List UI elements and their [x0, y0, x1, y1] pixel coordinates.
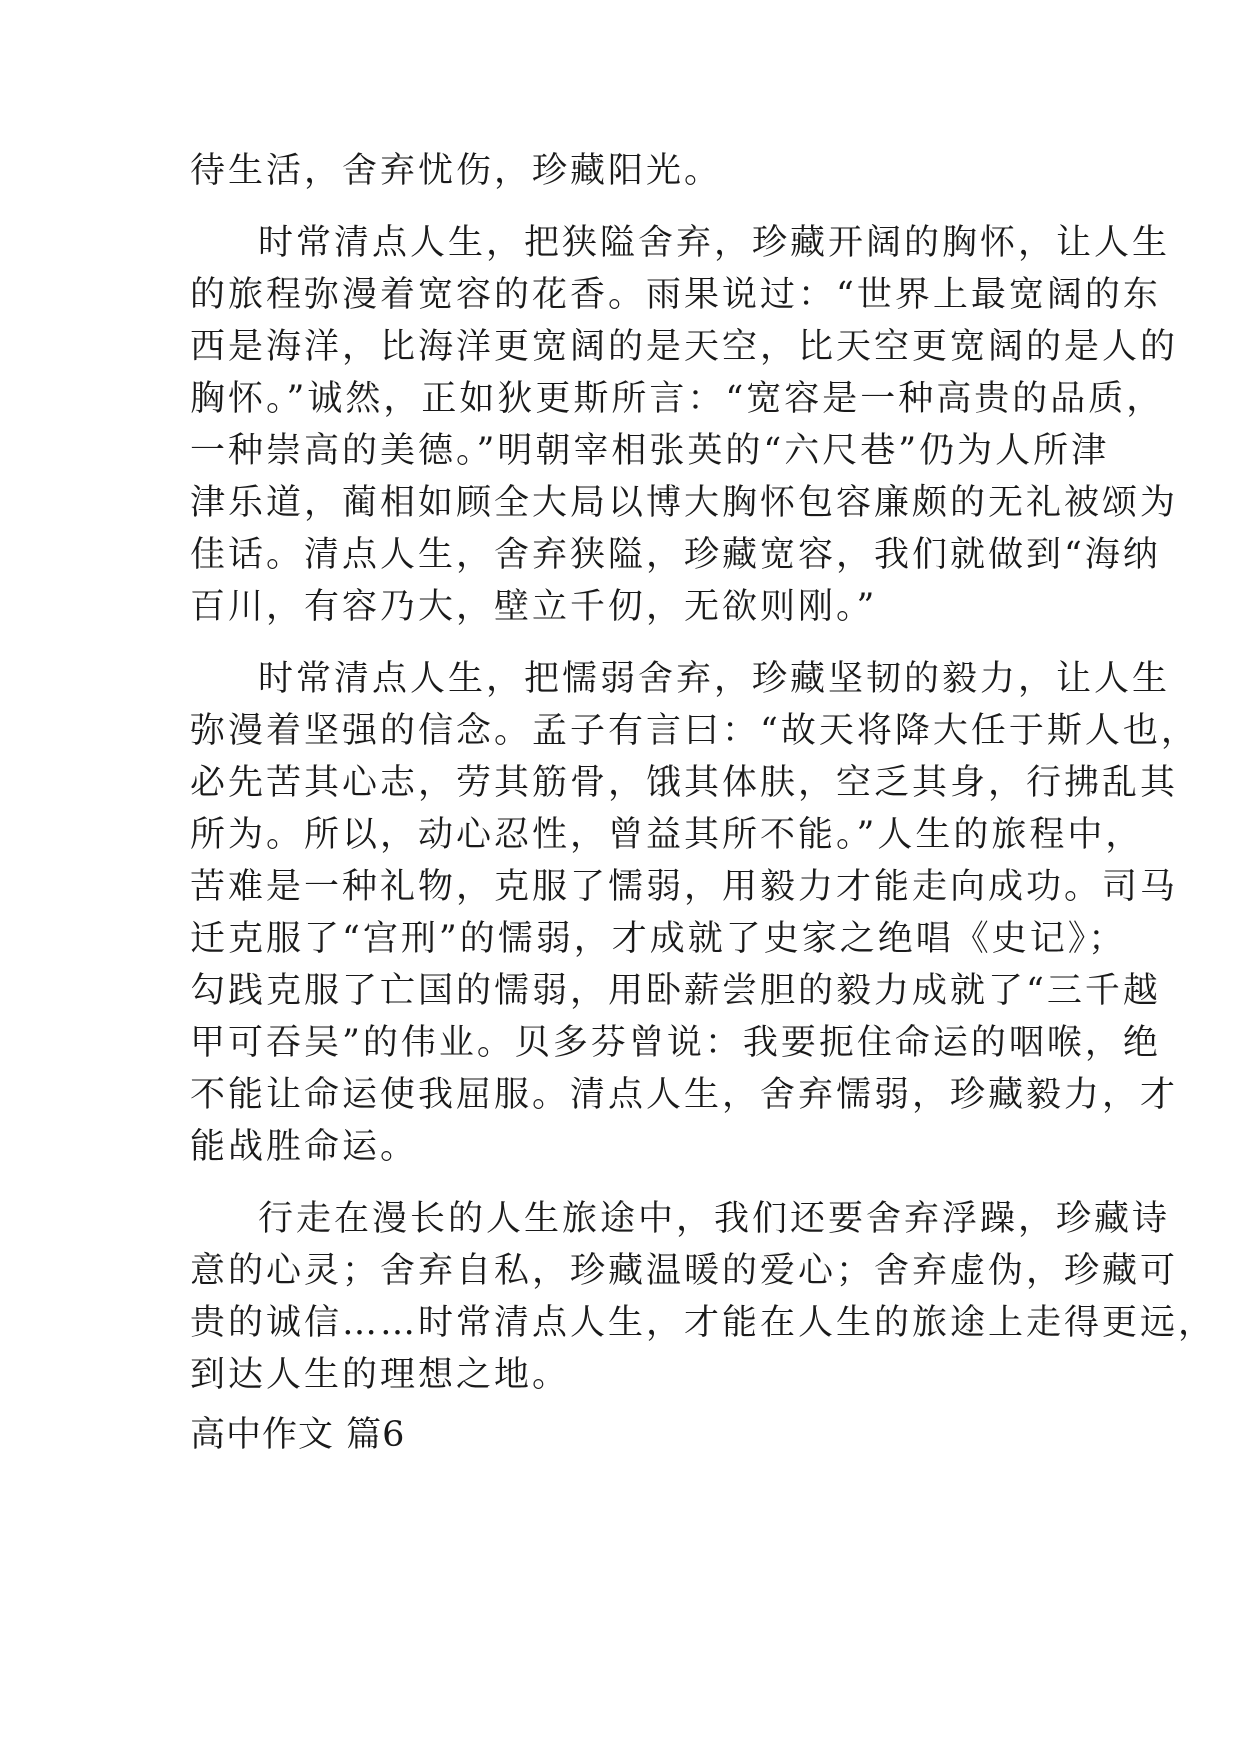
text-line: 西是海洋，比海洋更宽阔的是天空，比天空更宽阔的是人的 [190, 327, 1179, 367]
text-line: 意的心灵；舍弃自私，珍藏温暖的爱心；舍弃虚伪，珍藏可 [190, 1251, 1179, 1291]
paragraph-first-line: 时常清点人生，把狭隘舍弃，珍藏开阔的胸怀，让人生 [258, 223, 1171, 263]
text-line: 甲可吞吴”的伟业。贝多芬曾说：我要扼住命运的咽喉，绝 [190, 1023, 1161, 1063]
text-line: 的旅程弥漫着宽容的花香。雨果说过：“世界上最宽阔的东 [190, 275, 1161, 315]
text-line: 一种崇高的美德。”明朝宰相张英的“六尺巷”仍为人所津 [190, 431, 1110, 471]
text-line: 待生活，舍弃忧伤，珍藏阳光。 [190, 151, 723, 191]
text-line: 津乐道，蔺相如顾全大局以博大胸怀包容廉颇的无礼被颂为 [190, 483, 1179, 523]
text-line: 胸怀。”诚然，正如狄更斯所言：“宽容是一种高贵的品质， [190, 379, 1165, 419]
text-line: 勾践克服了亡国的懦弱，用卧薪尝胆的毅力成就了“三千越 [190, 971, 1161, 1011]
text-line: 贵的诚信……时常清点人生，才能在人生的旅途上走得更远， [190, 1303, 1217, 1343]
text-line: 苦难是一种礼物，克服了懦弱，用毅力才能走向成功。司马 [190, 867, 1179, 907]
text-line: 百川，有容乃大，壁立千仞，无欲则刚。” [190, 587, 878, 627]
text-line: 佳话。清点人生，舍弃狭隘，珍藏宽容，我们就做到“海纳 [190, 535, 1161, 575]
paragraph-first-line: 行走在漫长的人生旅途中，我们还要舍弃浮躁，珍藏诗 [258, 1199, 1171, 1239]
section-heading: 高中作文 篇6 [190, 1415, 406, 1455]
text-line: 不能让命运使我屈服。清点人生，舍弃懦弱，珍藏毅力，才 [190, 1075, 1179, 1115]
text-line: 迁克服了“宫刑”的懦弱，才成就了史家之绝唱《史记》； [190, 919, 1127, 959]
text-line: 到达人生的理想之地。 [190, 1355, 571, 1395]
text-line: 所为。所以，动心忍性，曾益其所不能。”人生的旅程中， [190, 815, 1144, 855]
text-line: 弥漫着坚强的信念。孟子有言曰：“故天将降大任于斯人也， [190, 711, 1199, 751]
text-line: 必先苦其心志，劳其筋骨，饿其体肤，空乏其身，行拂乱其 [190, 763, 1179, 803]
text-line: 能战胜命运。 [190, 1127, 419, 1167]
paragraph-first-line: 时常清点人生，把懦弱舍弃，珍藏坚韧的毅力，让人生 [258, 659, 1171, 699]
